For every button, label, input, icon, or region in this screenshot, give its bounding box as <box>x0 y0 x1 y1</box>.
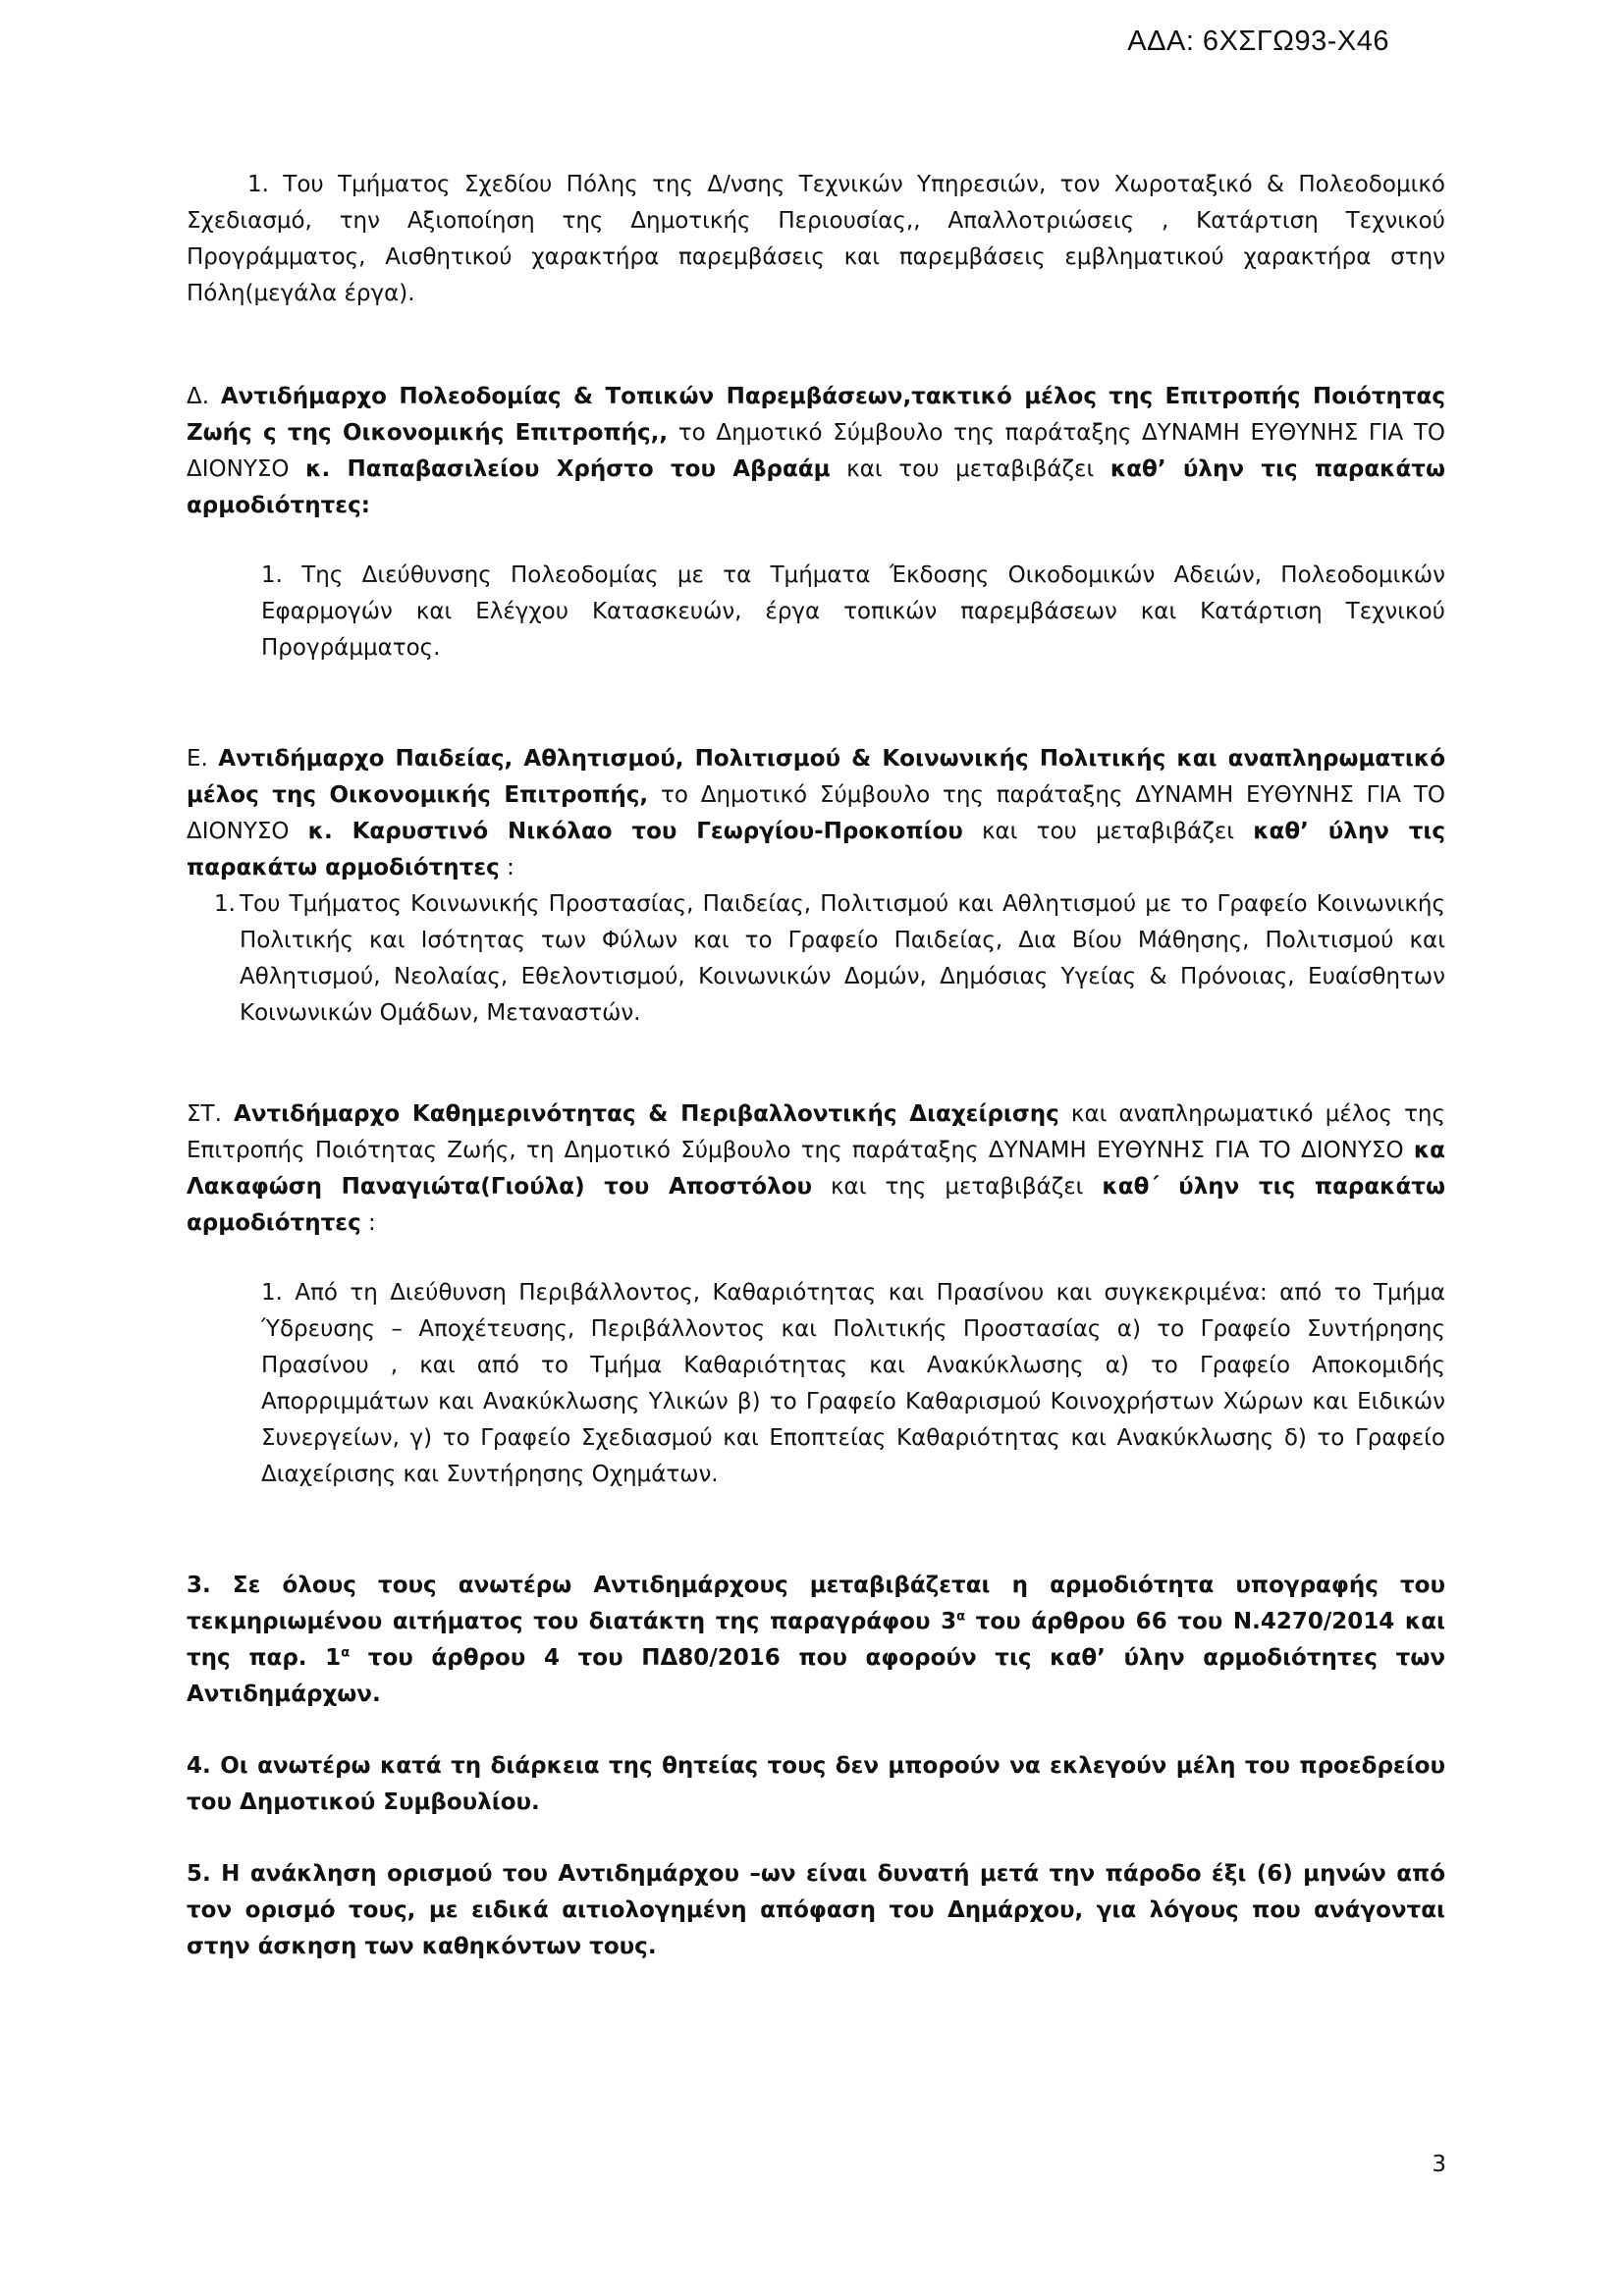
section-st-role: Αντιδήμαρχο Καθημερινότητας & Περιβαλλοντικής Διαχείρισης <box>234 1101 1059 1127</box>
section-st-letter: ΣΤ. <box>187 1101 222 1127</box>
section-e-text1: το Δημοτικό Σύμβουλο της παράταξης ΔΥΝΑΜΗ ΕΥΘΥΝΗΣ ΓΙΑ ΤΟ ΔΙΟΝΥΣΟ <box>187 782 1446 844</box>
section-d-text2: και του μεταβιβάζει <box>830 456 1110 482</box>
section-d-letter: Δ. <box>187 384 210 409</box>
section-d-paragraph <box>187 379 1445 524</box>
section-d-person: κ. Παπαβασιλείου Χρήστο του Αβραάμ <box>305 456 831 482</box>
clause-3-sup1: α <box>956 1609 966 1625</box>
ada-code: ΑΔΑ: 6ΧΣΓΩ93-Χ46 <box>1127 26 1389 57</box>
section-e-paragraph <box>187 741 1445 886</box>
section-st-item: 1. Από τη Διεύθυνση Περιβάλλοντος, Καθαριότητας και Πρασίνου και συγκεκριμένα: από το Τμήμα Ύδρευσης – Αποχέτευσης, Περιβάλλοντος και Πολιτικής Προστασίας α) το Γραφείο Συντήρησης Πρασίνου , και από το Τμήμα Καθαριότητας και Ανακύκλωσης α) το Γραφείο Αποκομιδής Απορριμμάτων και Ανακύκλωσης Υλικών β) το Γραφείο Καθαρισμού Κοινοχρήστων Χώρων και Ειδικών Συνεργείων, γ) το Γραφείο Σχεδιασμού και Εποπτείας Καθαριότητας και Ανακύκλωσης δ) το Γραφείο Διαχείρισης και Συντήρησης Οχημάτων. <box>261 1280 1445 1487</box>
section-e-closing-tail: : <box>499 855 514 881</box>
section-st-closing: καθ΄ ύλην τις παρακάτω αρμοδιότητες <box>187 1174 1445 1236</box>
section-e-role: Αντιδήμαρχο Παιδείας, Αθλητισμού, Πολιτισμού & Κοινωνικής Πολιτικής και αναπληρωματικό μέλος της Οικονομικής Επιτροπής, <box>187 746 1445 808</box>
section-e-item <box>214 886 1445 1032</box>
section-e-letter: Ε. <box>187 746 208 772</box>
section-e-text2: και του μεταβιβάζει <box>962 819 1254 844</box>
clause-4: 4. Οι ανωτέρω κατά τη διάρκεια της θητείας τους δεν μπορούν να εκλεγούν μέλη του προεδρείου του Δημοτικού Συμβουλίου. <box>187 1753 1445 1815</box>
section-e-item-text: Του Τμήματος Κοινωνικής Προστασίας, Παιδείας, Πολιτισμού και Αθλητισμού με το Γραφείο Κοινωνικής Πολιτικής και Ισότητας των Φύλων και το Γραφείο Παιδείας, Δια Βίου Μάθησης, Πολιτισμού και Αθλητισμού, Νεολαίας, Εθελοντισμού, Κοινωνικών Δομών, Δημόσιας Υγείας & Πρόνοιας, Ευαίσθητων Κοινωνικών Ομάδων, Μεταναστών. <box>240 891 1445 1026</box>
section-st-paragraph <box>187 1096 1445 1242</box>
clause-3-part2: του άρθρου 66 του Ν.4270/2014 και της παρ. 1 <box>187 1609 1445 1671</box>
section-e-item-number: 1. <box>214 891 236 917</box>
section-d-closing: καθ’ ύλην τις παρακάτω αρμοδιότητες: <box>187 456 1445 518</box>
clause-5: 5. Η ανάκληση ορισμού του Αντιδημάρχου –ων είναι δυνατή μετά την πάροδο έξι (6) μηνών από τον ορισμό τους, με ειδικά αιτιολογημένη απόφαση του Δημάρχου, για λόγους που ανάγονται στην άσκηση των καθηκόντων τους. <box>187 1861 1445 1959</box>
clause-3 <box>187 1568 1445 1713</box>
clause-3-part1: 3. Σε όλους τους ανωτέρω Αντιδημάρχους μεταβιβάζεται η αρμοδιότητα υπογραφής του τεκμηριωμένου αιτήματος του διατάκτη της παραγράφου 3 <box>187 1573 1445 1634</box>
clause-3-sup2: α <box>341 1645 351 1661</box>
document-body <box>187 167 1445 1965</box>
page-number: 3 <box>1432 2152 1446 2177</box>
section-d-item: 1. Της Διεύθυνσης Πολεοδομίας με τα Τμήματα Έκδοσης Οικοδομικών Αδειών, Πολεοδομικών Εφαρμογών και Ελέγχου Κατασκευών, έργα τοπικών παρεμβάσεων και Κατάρτιση Τεχνικού Προγράμματος. <box>261 562 1445 661</box>
section-st-person: κα Λακαφώση Παναγιώτα(Γιούλα) του Αποστόλου <box>187 1138 1445 1200</box>
section-e-closing: καθ’ ύλην τις παρακάτω αρμοδιότητες <box>187 819 1445 881</box>
section-e-person: κ. Καρυστινό Νικόλαο του Γεωργίου-Προκοπίου <box>307 819 963 844</box>
section-d-text1: το Δημοτικό Σύμβουλο της παράταξης ΔΥΝΑΜΗ ΕΥΘΥΝΗΣ ΓΙΑ ΤΟ ΔΙΟΝΥΣΟ <box>187 420 1446 482</box>
clause-3-part3: του άρθρου 4 του ΠΔ80/2016 που αφορούν τις καθ’ ύλην αρμοδιότητες των Αντιδημάρχων. <box>187 1645 1445 1707</box>
section-st-closing-tail: : <box>360 1210 376 1236</box>
section-st-text1: και αναπληρωματικό μέλος της Επιτροπής Ποιότητας Ζωής, τη Δημοτικό Σύμβουλο της παράταξης ΔΥΝΑΜΗ ΕΥΘΥΝΗΣ ΓΙΑ ΤΟ ΔΙΟΝΥΣΟ <box>187 1101 1446 1163</box>
section-st-text2: και της μεταβιβάζει <box>812 1174 1103 1200</box>
section-d-role: Αντιδήμαρχο Πολεοδομίας & Τοπικών Παρεμβάσεων,τακτικό μέλος της Επιτροπής Ποιότητας Ζωής ς της Οικονομικής Επιτροπής,, <box>187 384 1445 446</box>
section-e-list <box>187 886 1445 1032</box>
intro-item: 1. Του Τμήματος Σχεδίου Πόλης της Δ/νσης Τεχνικών Υπηρεσιών, τον Χωροταξικό & Πολεοδομικό Σχεδιασμό, την Αξιοποίηση της Δημοτικής Περιουσίας,, Απαλλοτριώσεις , Κατάρτιση Τεχνικού Προγράμματος, Αισθητικού χαρακτήρα παρεμβάσεις και παρεμβάσεις εμβληματικού χαρακτήρα στην Πόλη(μεγάλα έργα). <box>187 172 1445 306</box>
